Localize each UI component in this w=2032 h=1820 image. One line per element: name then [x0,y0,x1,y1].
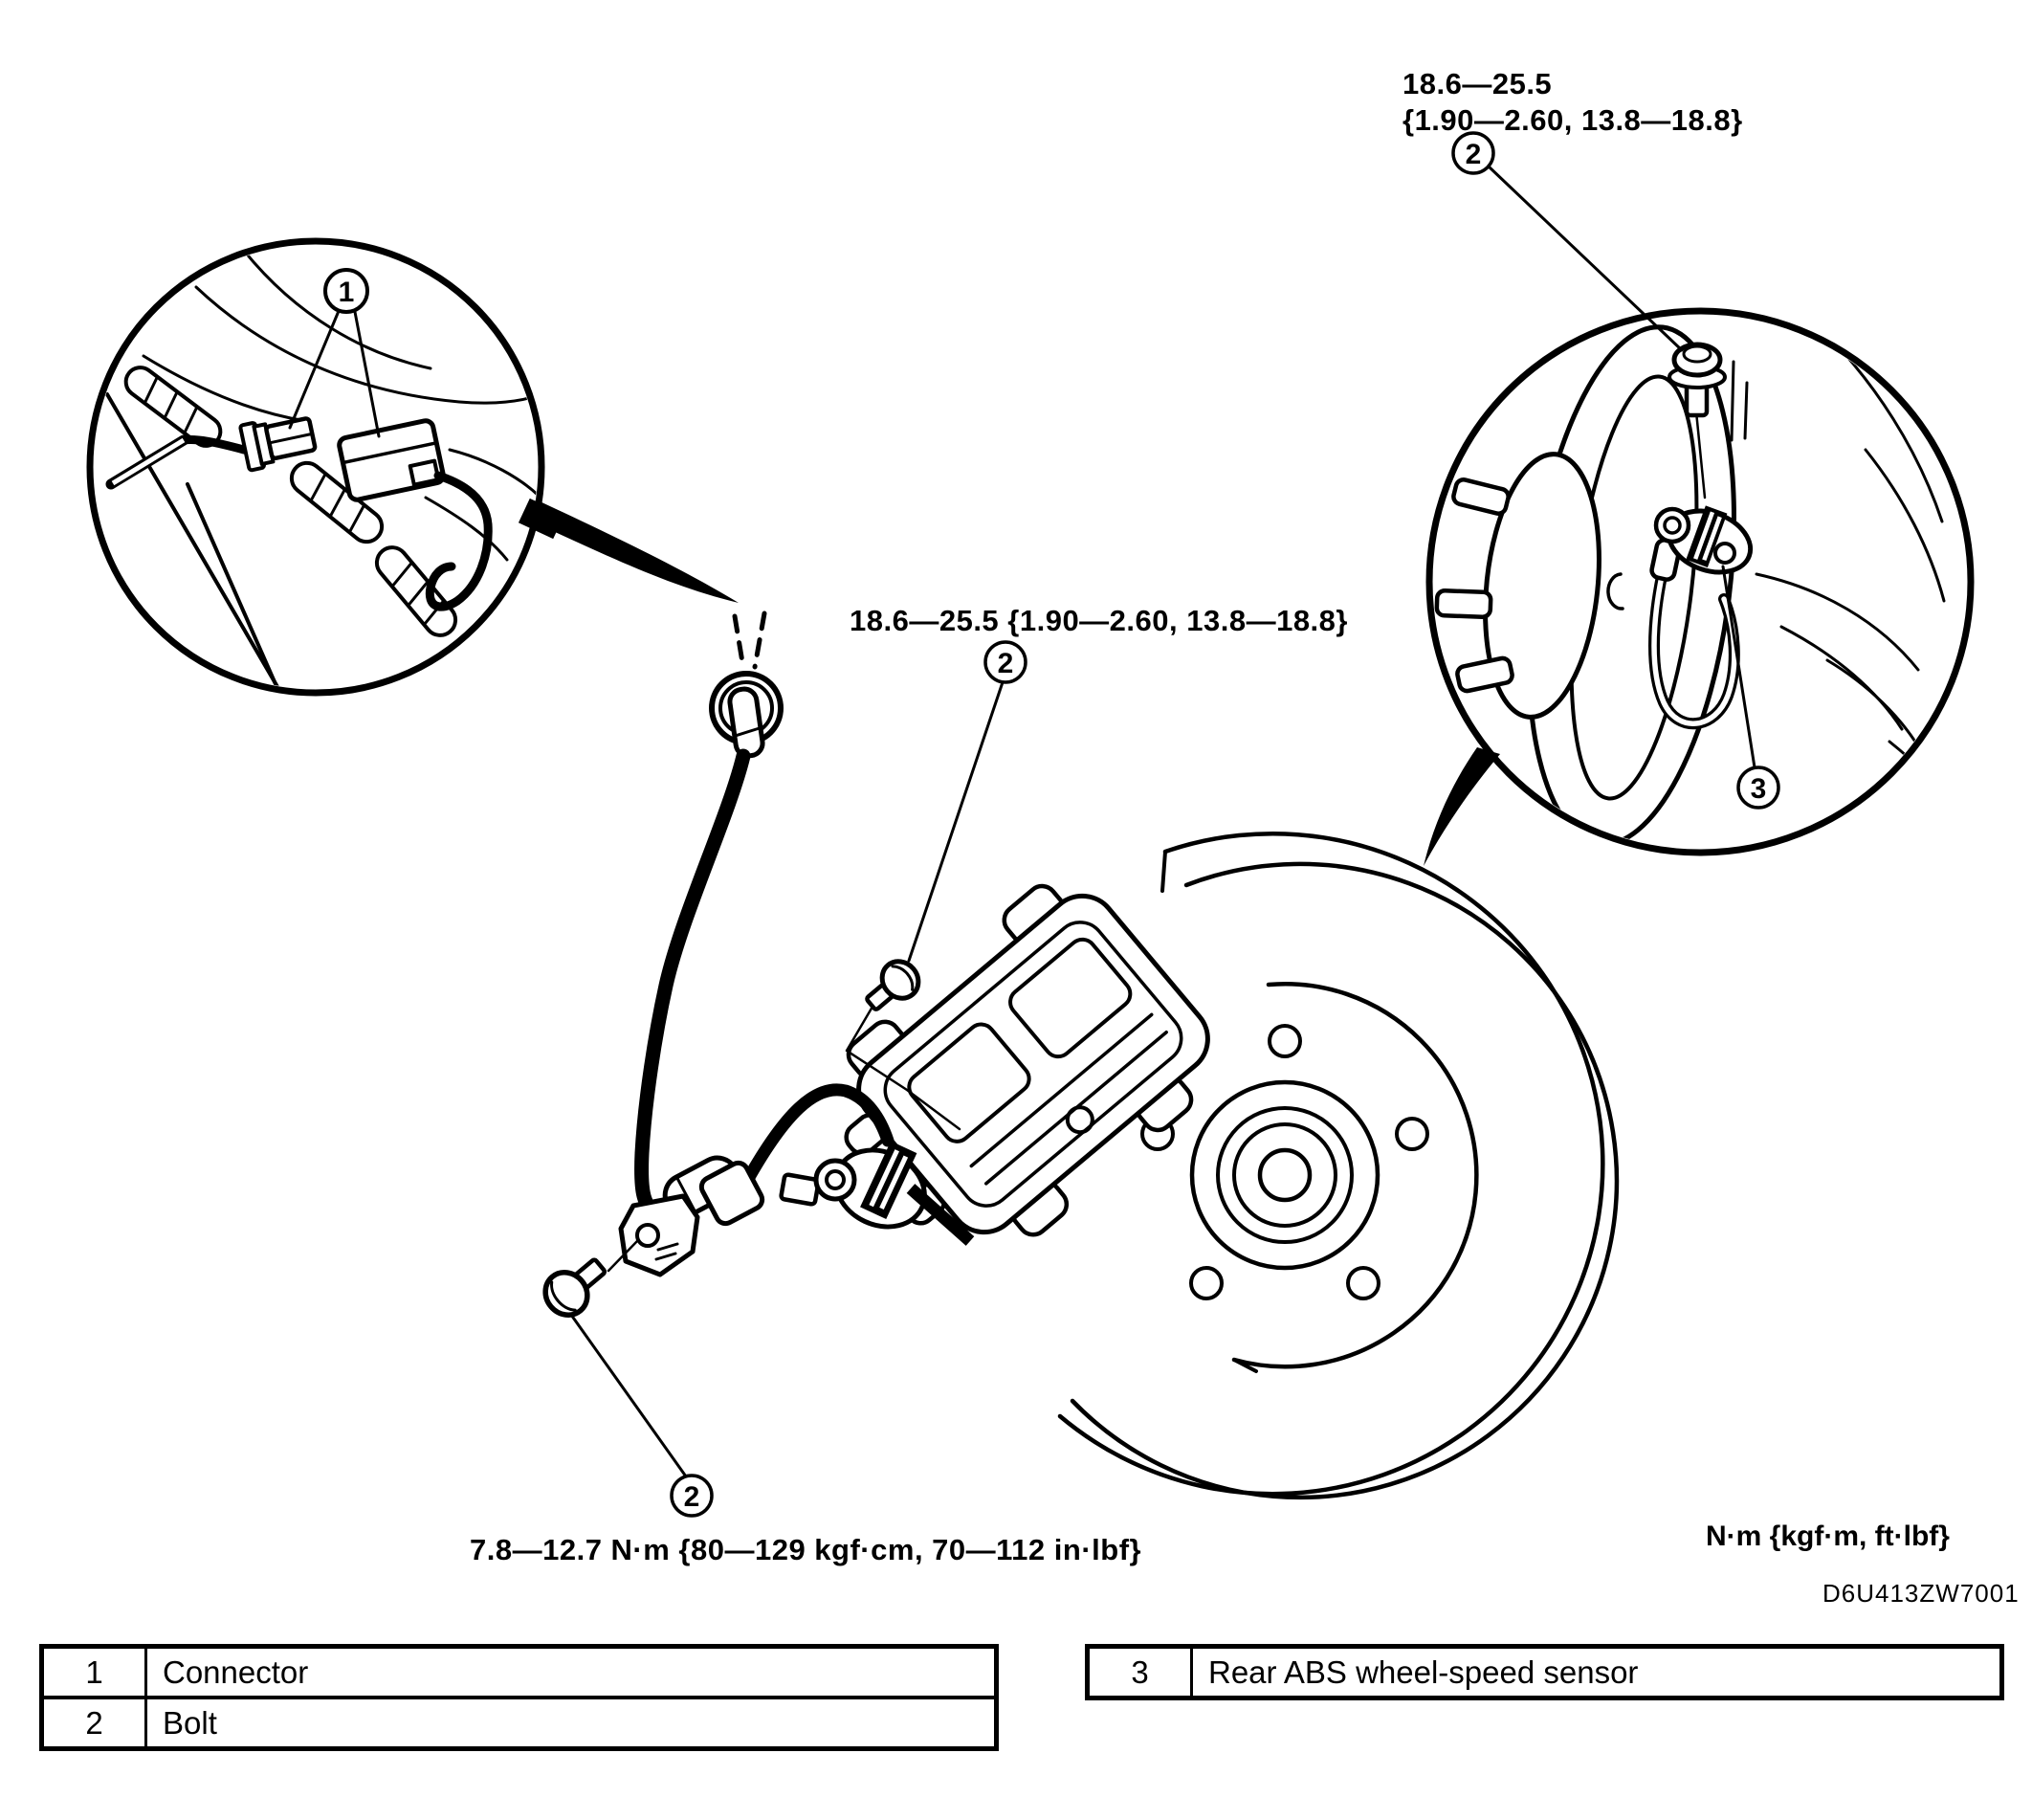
magnifier-pointer-arrow [1424,747,1500,866]
torque-label-upper-line1: 18.6—25.5 [1403,67,1553,100]
torque-label-bracket-bolt: 7.8—12.7 N·m {80—129 kgf·cm, 70—112 in·lbf} [470,1533,1142,1566]
callout-2-number: 2 [997,648,1014,679]
brake-caliper [799,860,1240,1291]
callout-3-number: 3 [1750,773,1767,805]
legend-label: Rear ABS wheel-speed sensor [1208,1654,1639,1690]
legend-row-sensor [1090,1649,1999,1696]
units-note: N·m {kgf·m, ft·lbf} [1706,1520,1950,1552]
hub-center-hole [1260,1150,1310,1200]
right-magnifier [1424,311,1971,866]
legend-label: Connector [163,1654,309,1690]
callout-bolt-bottom [571,1315,712,1516]
legend-label: Bolt [163,1704,217,1741]
figure-code: D6U413ZW7001 [1822,1579,2020,1608]
magnifier-pointer-arrow [532,499,739,603]
legend-num: 2 [44,1699,147,1746]
legend-row-bolt [44,1696,994,1746]
legend-table-right [1085,1644,2004,1700]
callout-2-number: 2 [683,1481,700,1513]
legend-num: 3 [1090,1649,1193,1696]
legend-table-left [39,1644,999,1751]
callout-1-number: 1 [338,277,355,308]
torque-label-upper-line2: {1.90—2.60, 13.8—18.8} [1403,103,1743,137]
callout-sensor [1738,767,1778,808]
grommet-dashed-lines [735,613,764,668]
sensor-mount-ring [816,1161,854,1199]
brake-rotor [1060,833,1617,1498]
legend-num: 1 [44,1649,147,1696]
torque-label-caliper-bolt: 18.6—25.5 {1.90—2.60, 13.8—18.8} [850,604,1348,637]
left-magnifier [90,241,739,697]
callout-bolt-top [1453,133,1682,350]
legend-row-connector [44,1649,994,1696]
callout-2-number: 2 [1465,139,1482,170]
